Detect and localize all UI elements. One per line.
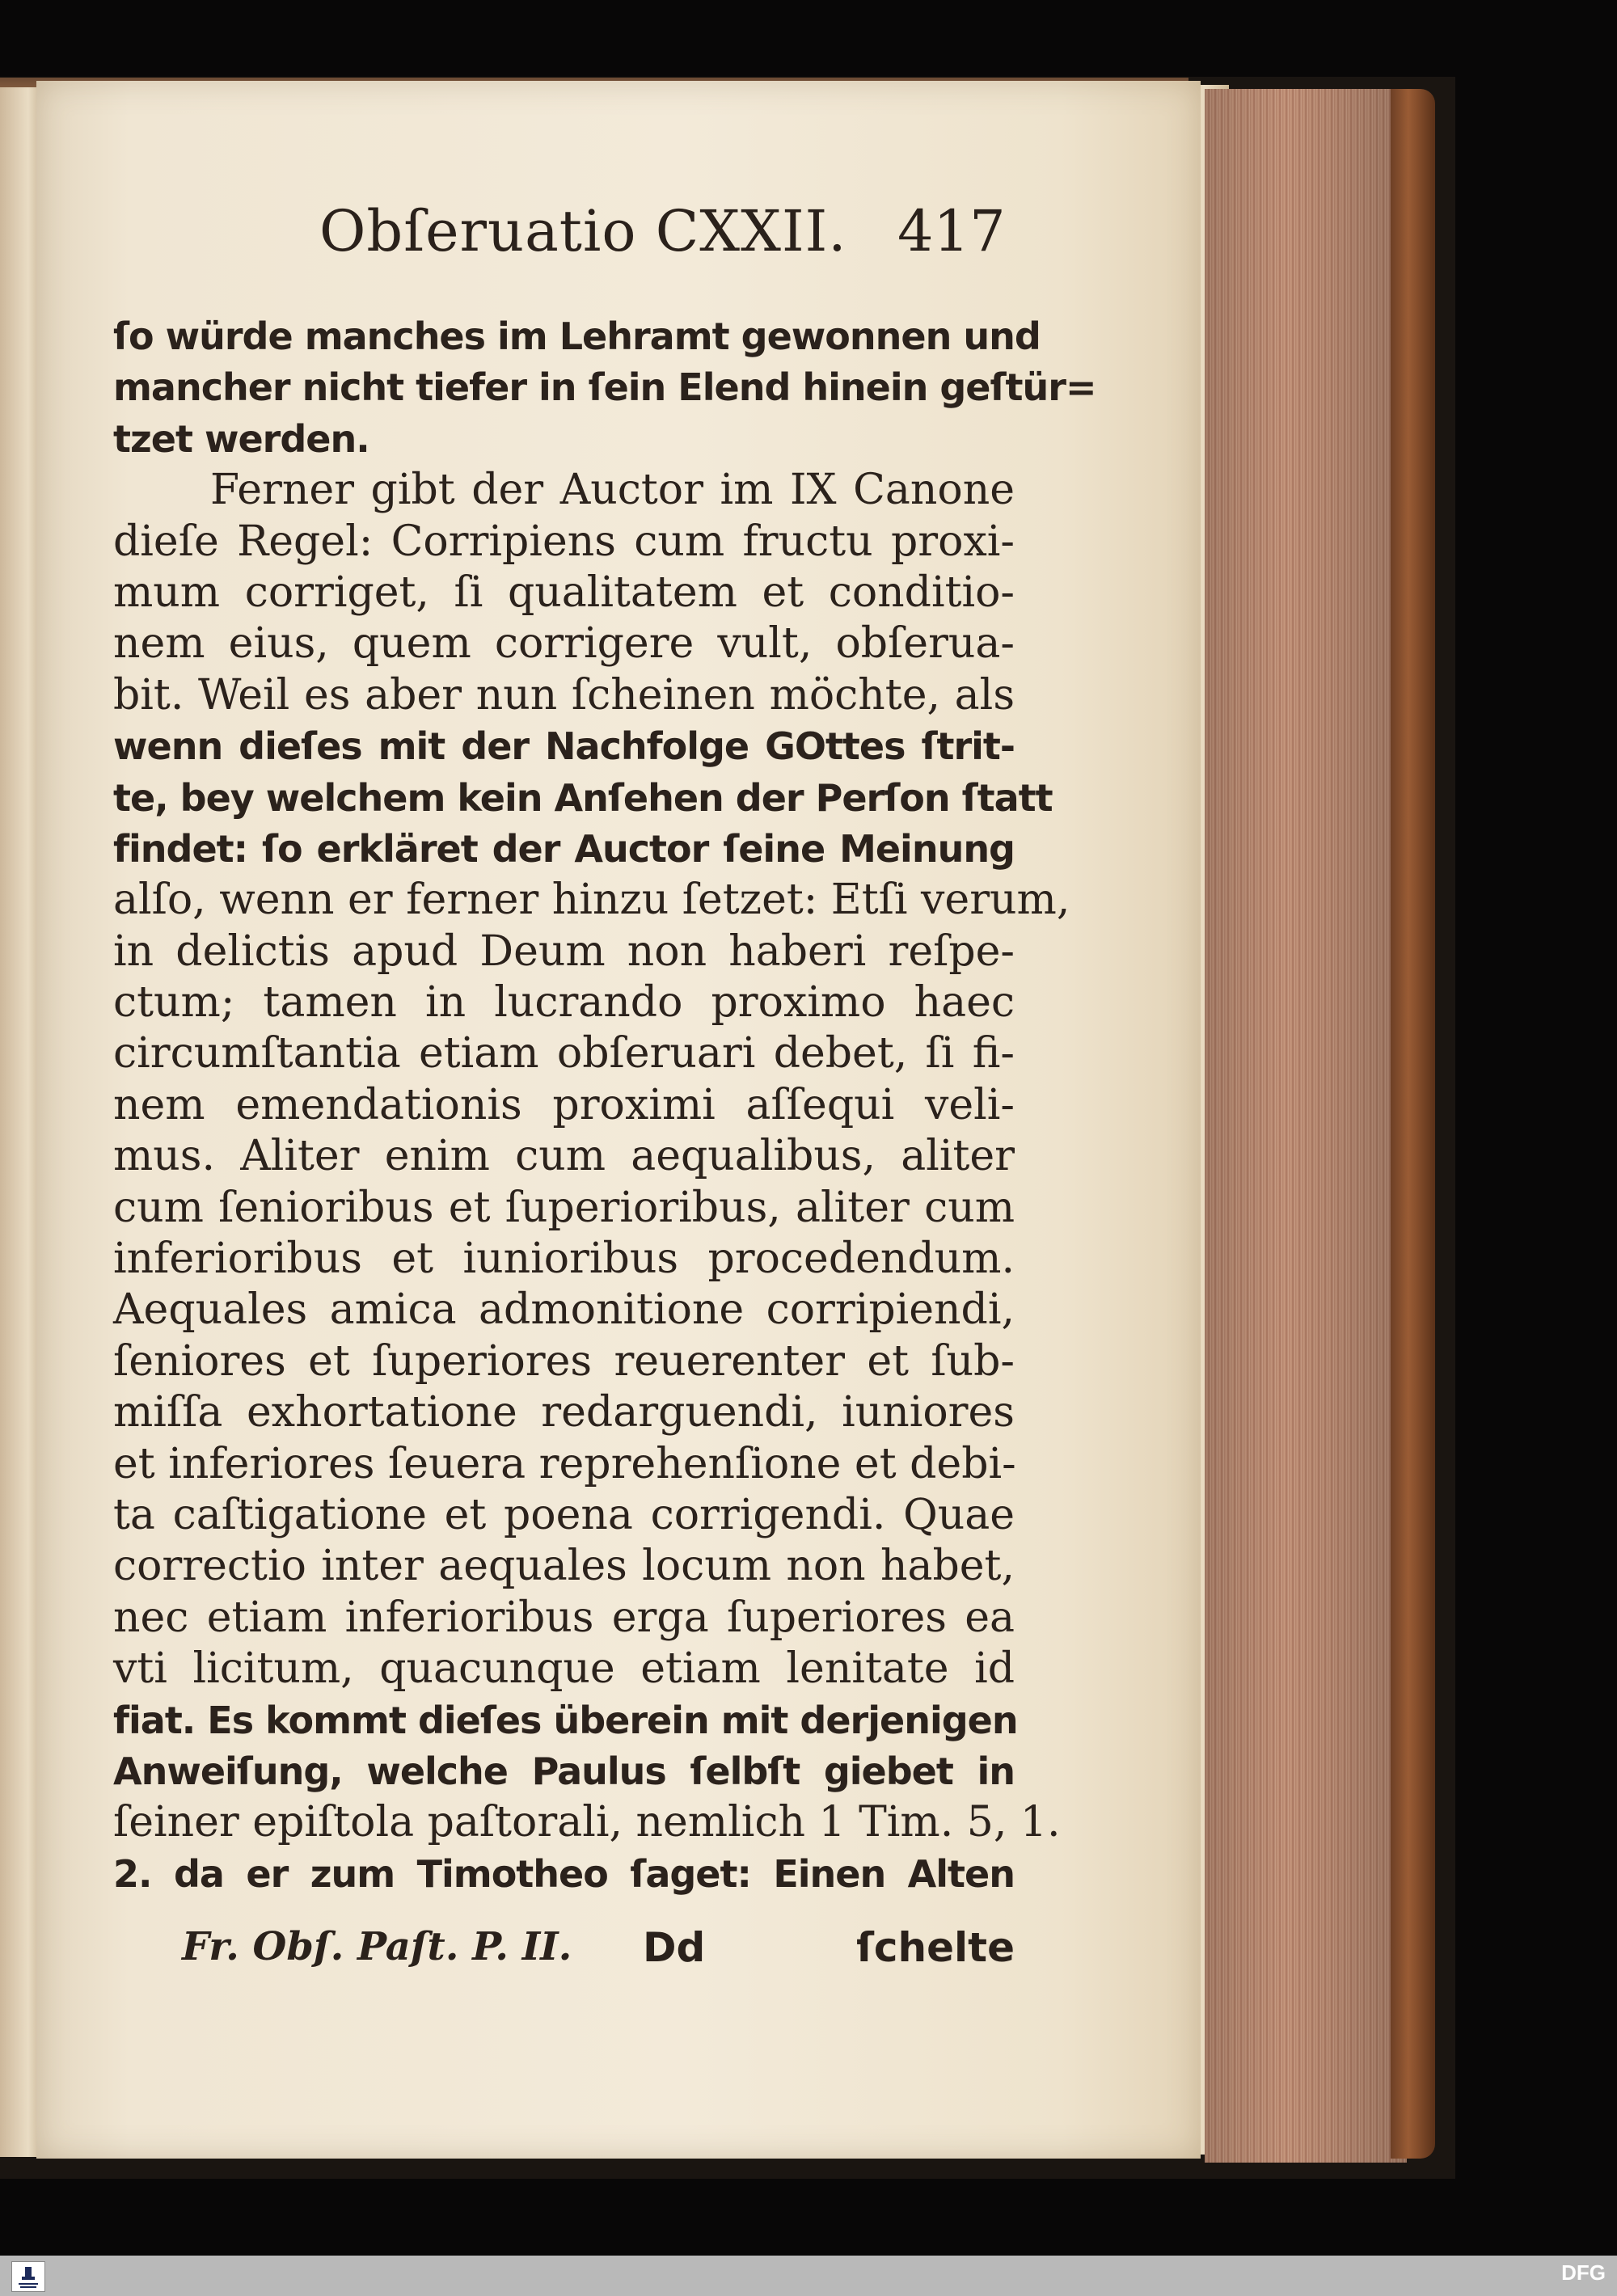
- catchword: ſchelte: [856, 1924, 1015, 1971]
- running-head: [319, 198, 1006, 275]
- text-line: cum ſenioribus et ſuperioribus, aliter cum: [113, 1183, 1015, 1232]
- text-line: inferioribus et iunioribus procedendum.: [113, 1235, 1015, 1284]
- text-line: in delictis apud Deum non haberi reſpe-: [113, 926, 1015, 976]
- text-line: alſo, wenn er ferner hinzu ſetzet: Etſi verum,: [113, 876, 1070, 925]
- text-line: tzet werden.: [113, 416, 369, 461]
- text-line: ta caſtigatione et poena corrigendi. Quae: [113, 1490, 1015, 1539]
- dfg-logo[interactable]: DFG: [1561, 2260, 1606, 2285]
- gathering-mark: Dd: [643, 1924, 706, 1971]
- text-line: et inferiores ſeuera reprehenſione et debi-: [113, 1439, 1016, 1488]
- page-footer: [182, 1924, 1015, 1989]
- text-line: te, bey welchem kein Anſehen der Perſon ſtatt: [113, 775, 1053, 820]
- text-line: Aequales amica admonitione corripiendi,: [113, 1285, 1015, 1335]
- text-line: correctio inter aequales locum non habet,: [113, 1542, 1015, 1591]
- text-line: nem emendationis proximi aſſequi veli-: [113, 1080, 1015, 1129]
- text-line: ſeiner epiſtola paſtorali, nemlich 1 Tim. 5, 1.: [113, 1798, 1061, 1847]
- page-number: 417: [897, 198, 1006, 264]
- text-line: wenn dieſes mit der Nachfolge GOttes ſtrit-: [113, 724, 1015, 769]
- text-line: miſſa exhortatione redarguendi, iuniores: [113, 1388, 1015, 1437]
- text-line: ſeniores et ſuperiores reuerenter et ſub-: [113, 1336, 1015, 1386]
- text-line: circumſtantia etiam obſeruari debet, ſi fi-: [113, 1029, 1015, 1078]
- viewer-bottom-bar: [0, 2256, 1617, 2296]
- text-line: mus. Aliter enim cum aequalibus, aliter: [113, 1132, 1015, 1181]
- text-line: ctum; tamen in lucrando proximo haec: [113, 978, 1015, 1028]
- text-line: fiat. Es kommt dieſes überein mit derjenigen: [113, 1698, 1018, 1742]
- signature-mark: Fr. Obſ. Paſt. P. II.: [182, 1924, 572, 1969]
- text-line: Anweiſung, welche Paulus ſelbſt giebet in: [113, 1749, 1015, 1793]
- text-line: Ferner gibt der Auctor im IX Canone: [210, 466, 1015, 515]
- text-line: mum corriget, ſi qualitatem et conditio-: [113, 568, 1015, 617]
- text-line: dieſe Regel: Corripiens cum fructu proxi-: [113, 517, 1015, 566]
- text-line: nec etiam inferioribus erga ſuperiores ea: [113, 1593, 1015, 1642]
- text-line: vti licitum, quacunque etiam lenitate id: [113, 1644, 1015, 1694]
- body-text: [113, 311, 1096, 1900]
- running-head-title: Obſeruatio CXXII.: [319, 198, 847, 264]
- library-logo-icon[interactable]: [11, 2261, 45, 2292]
- fore-edge-shade: [1205, 89, 1407, 2163]
- text-line: nem eius, quem corrigere vult, obſerua-: [113, 619, 1015, 669]
- text-line: findet: ſo erkläret der Auctor ſeine Meinung: [113, 826, 1015, 871]
- text-line: mancher nicht tiefer in ſein Elend hinein geſtür=: [113, 365, 1096, 410]
- text-line: 2. da er zum Timotheo ſaget: Einen Alten: [113, 1851, 1015, 1896]
- book-board: [1391, 89, 1435, 2159]
- text-line: bit. Weil es aber nun ſcheinen möchte, als: [113, 670, 1015, 720]
- text-line: ſo würde manches im Lehramt gewonnen und: [113, 314, 1041, 358]
